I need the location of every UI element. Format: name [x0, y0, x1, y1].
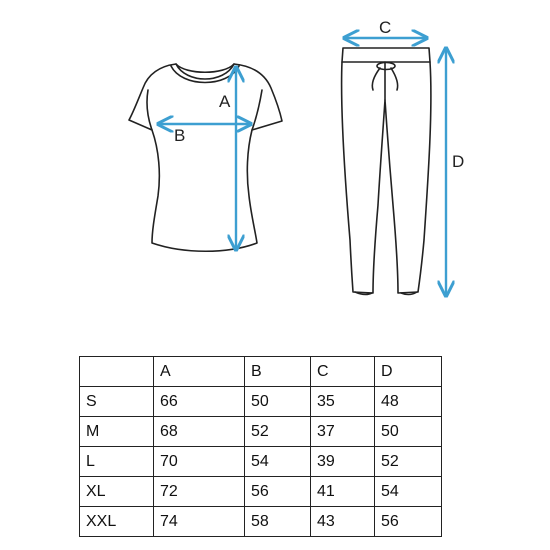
- table-cell: 74: [154, 507, 245, 537]
- size-label-cell: S: [80, 387, 154, 417]
- table-cell: 68: [154, 417, 245, 447]
- tshirt-illustration: [129, 64, 282, 251]
- table-cell: 66: [154, 387, 245, 417]
- table-cell: 37: [311, 417, 375, 447]
- table-cell: 56: [375, 507, 442, 537]
- label-a: A: [219, 92, 231, 111]
- size-label-cell: XL: [80, 477, 154, 507]
- table-cell: 48: [375, 387, 442, 417]
- table-cell: 52: [245, 417, 311, 447]
- table-row: [80, 447, 442, 477]
- table-row: [80, 477, 442, 507]
- table-cell: 43: [311, 507, 375, 537]
- size-label-cell: XXL: [80, 507, 154, 537]
- label-b: B: [174, 126, 186, 145]
- table-header-row: [80, 357, 442, 387]
- table-header-cell: [80, 357, 154, 387]
- table-cell: 50: [375, 417, 442, 447]
- table-cell: 39: [311, 447, 375, 477]
- table-cell: 35: [311, 387, 375, 417]
- label-d: D: [452, 152, 465, 171]
- size-label-cell: M: [80, 417, 154, 447]
- table-cell: 54: [245, 447, 311, 477]
- table-row: [80, 417, 442, 447]
- table-cell: 56: [245, 477, 311, 507]
- size-label-cell: L: [80, 447, 154, 477]
- pants-illustration: [342, 48, 431, 294]
- table-row: [80, 507, 442, 537]
- label-c: C: [379, 18, 392, 37]
- table-header-cell: A: [154, 357, 245, 387]
- table-cell: 72: [154, 477, 245, 507]
- table-cell: 70: [154, 447, 245, 477]
- table-row: [80, 387, 442, 417]
- table-header-cell: C: [311, 357, 375, 387]
- table-cell: 54: [375, 477, 442, 507]
- table-cell: 52: [375, 447, 442, 477]
- size-table: [79, 356, 442, 537]
- table-cell: 41: [311, 477, 375, 507]
- table-cell: 50: [245, 387, 311, 417]
- table-header-cell: D: [375, 357, 442, 387]
- table-cell: 58: [245, 507, 311, 537]
- table-header-cell: B: [245, 357, 311, 387]
